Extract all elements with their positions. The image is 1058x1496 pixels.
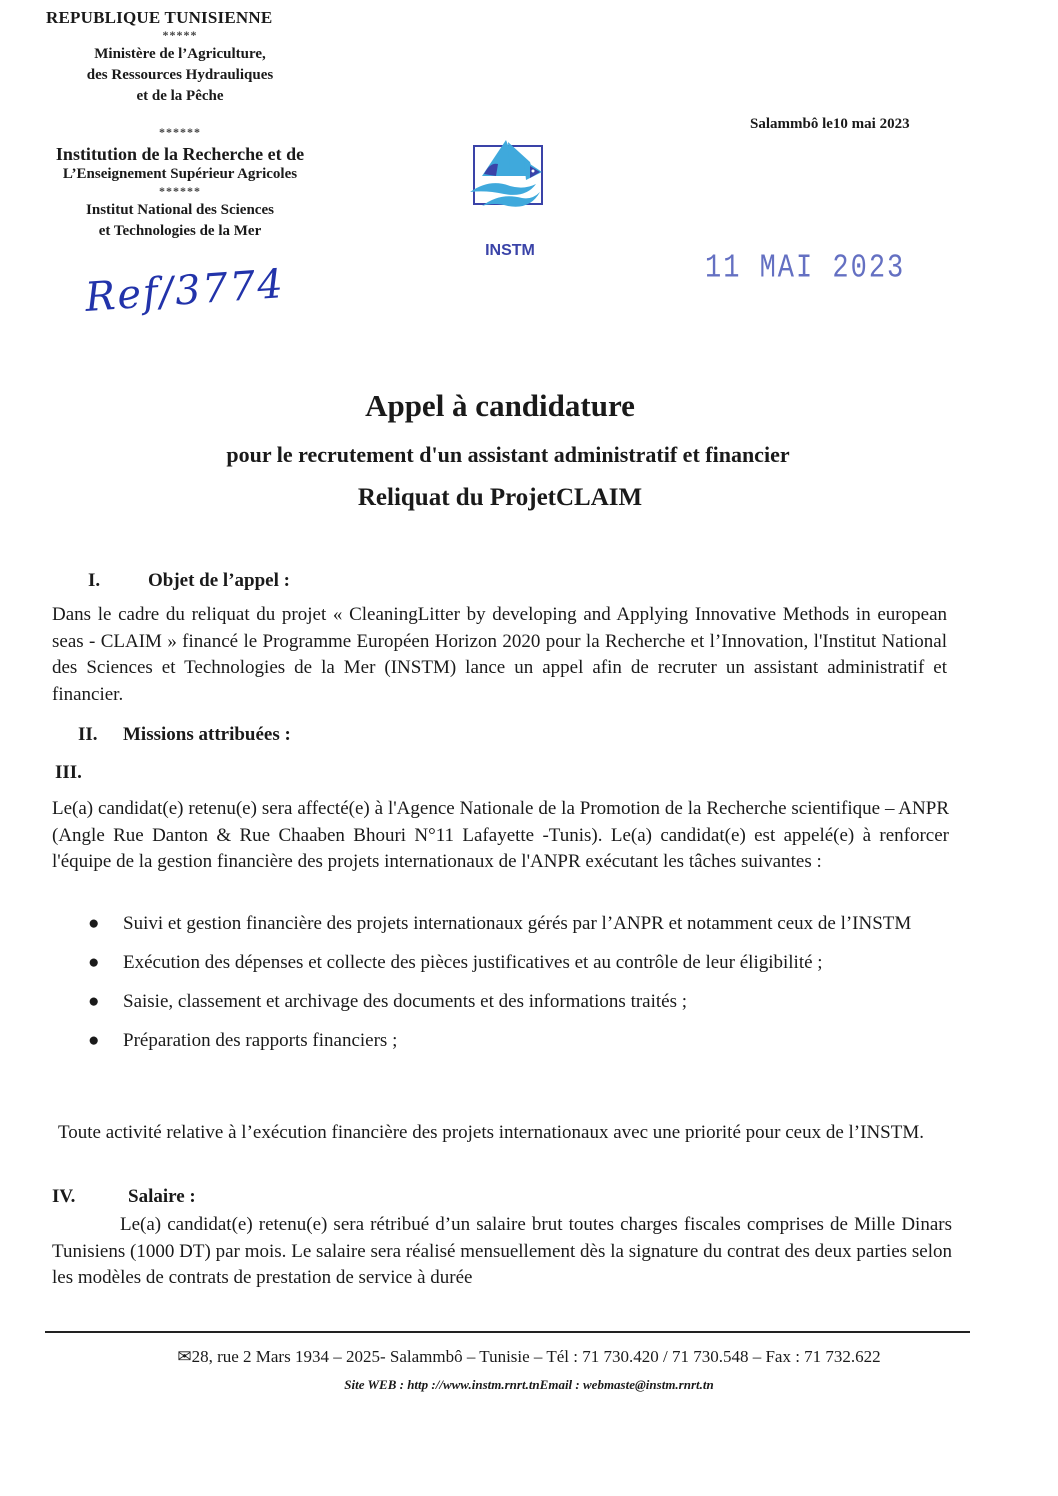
- received-date-stamp: 11 MAI 2023: [705, 250, 906, 288]
- page-subtitle: pour le recrutement d'un assistant administratif et financier: [226, 442, 790, 467]
- section-salaire-text: Le(a) candidat(e) retenu(e) sera rétribué d’un salaire brut toutes charges fiscales comprises de Mille Dinars Tunisiens (1000 DT) par mois. Le salaire sera réalisé mensuellement dès la signature du contrat des deux parties selon les modèles de contrats de prestation de service à durée: [52, 1214, 952, 1288]
- bullet-icon: ●: [88, 1030, 100, 1051]
- fish-sail-logo-icon: [470, 140, 550, 220]
- ministry-line-2: des Ressources Hydrauliques: [86, 67, 274, 83]
- list-item: ● Préparation des rapports financiers ;: [88, 1027, 950, 1055]
- section-title: Objet de l’appel :: [148, 570, 290, 591]
- list-item: ● Exécution des dépenses et collecte des pièces justificatives et au contrôle de leur éligibilité ;: [88, 949, 950, 977]
- list-item: ● Saisie, classement et archivage des documents et des informations traités ;: [88, 988, 950, 1016]
- republic-name: REPUBLIQUE TUNISIENNE: [46, 8, 273, 27]
- section-number: I.: [88, 570, 101, 591]
- separator-stars: *****: [162, 28, 198, 42]
- section-missions-after-text: Toute activité relative à l’exécution financière des projets internationaux avec une priorité pour ceux de l’INSTM.: [58, 1122, 924, 1143]
- envelope-icon: ✉: [177, 1347, 192, 1366]
- footer-web-email: Site WEB : http ://www.instm.rnrt.tnEmail : webmaste@instm.rnrt.tn: [344, 1377, 714, 1392]
- ministry-line-3: et de la Pêche: [136, 88, 224, 104]
- institution-line-2: L’Enseignement Supérieur Agricoles: [62, 166, 298, 182]
- page-title: Appel à candidature: [365, 388, 635, 423]
- footer-address: ✉28, rue 2 Mars 1934 – 2025- Salammbô – Tunisie – Tél : 71 730.420 / 71 730.548 – Fax : 71 732.622: [177, 1347, 881, 1366]
- logo-label: INSTM: [485, 242, 535, 259]
- bullet-icon: ●: [88, 913, 100, 934]
- section-heading-salaire: [52, 1186, 196, 1208]
- footer-divider: [45, 1331, 970, 1333]
- ministry-line-1: Ministère de l’Agriculture,: [94, 46, 266, 62]
- section-objet-text: Dans le cadre du reliquat du projet « CleaningLitter by developing and Applying Innovative Methods in european seas - CLAIM » financé le Programme Européen Horizon 2020 pour la Recherche et l’Innovation, l'Institut National des Sciences et Technologies de la Mer (INSTM) lance un appel afin de recruter un assistant administratif et financier.: [52, 604, 947, 705]
- section-heading-missions: [78, 724, 291, 746]
- list-item: ● Suivi et gestion financière des projets internationaux gérés par l’ANPR et notamment ceux de l’INSTM: [88, 910, 950, 938]
- separator-stars: ******: [159, 125, 201, 139]
- separator-stars: ******: [159, 184, 201, 198]
- institute-line-1: Institut National des Sciences: [86, 202, 274, 218]
- section-title: Salaire :: [128, 1186, 196, 1207]
- institution-line-1: Institution de la Recherche et de: [55, 144, 305, 164]
- institute-line-2: et Technologies de la Mer: [98, 223, 262, 239]
- task-list: [88, 910, 950, 1066]
- bullet-icon: ●: [88, 991, 100, 1012]
- section-title: Missions attribuées :: [123, 724, 291, 745]
- section-heading-iii: [55, 762, 82, 784]
- section-number: II.: [78, 724, 98, 745]
- bullet-icon: ●: [88, 952, 100, 973]
- section-missions-text: Le(a) candidat(e) retenu(e) sera affecté(e) à l'Agence Nationale de la Promotion de la Recherche scientifique – ANPR (Angle Rue Danton & Rue Chaaben Bhouri N°11 Lafayette -Tunis). Le(a) candidat(e) est appelé(e) à renforcer l'équipe de la gestion financière des projets internationaux de l'ANPR exécutant les tâches suivantes :: [52, 798, 949, 872]
- handwritten-reference: Ref/3774: [83, 261, 287, 321]
- section-heading-objet: [88, 570, 290, 592]
- section-number: III.: [55, 762, 82, 783]
- letterhead-left: [30, 8, 330, 242]
- section-number: IV.: [52, 1186, 76, 1207]
- document-date: Salammbô le10 mai 2023: [750, 116, 910, 132]
- project-title: Reliquat du ProjetCLAIM: [357, 484, 643, 511]
